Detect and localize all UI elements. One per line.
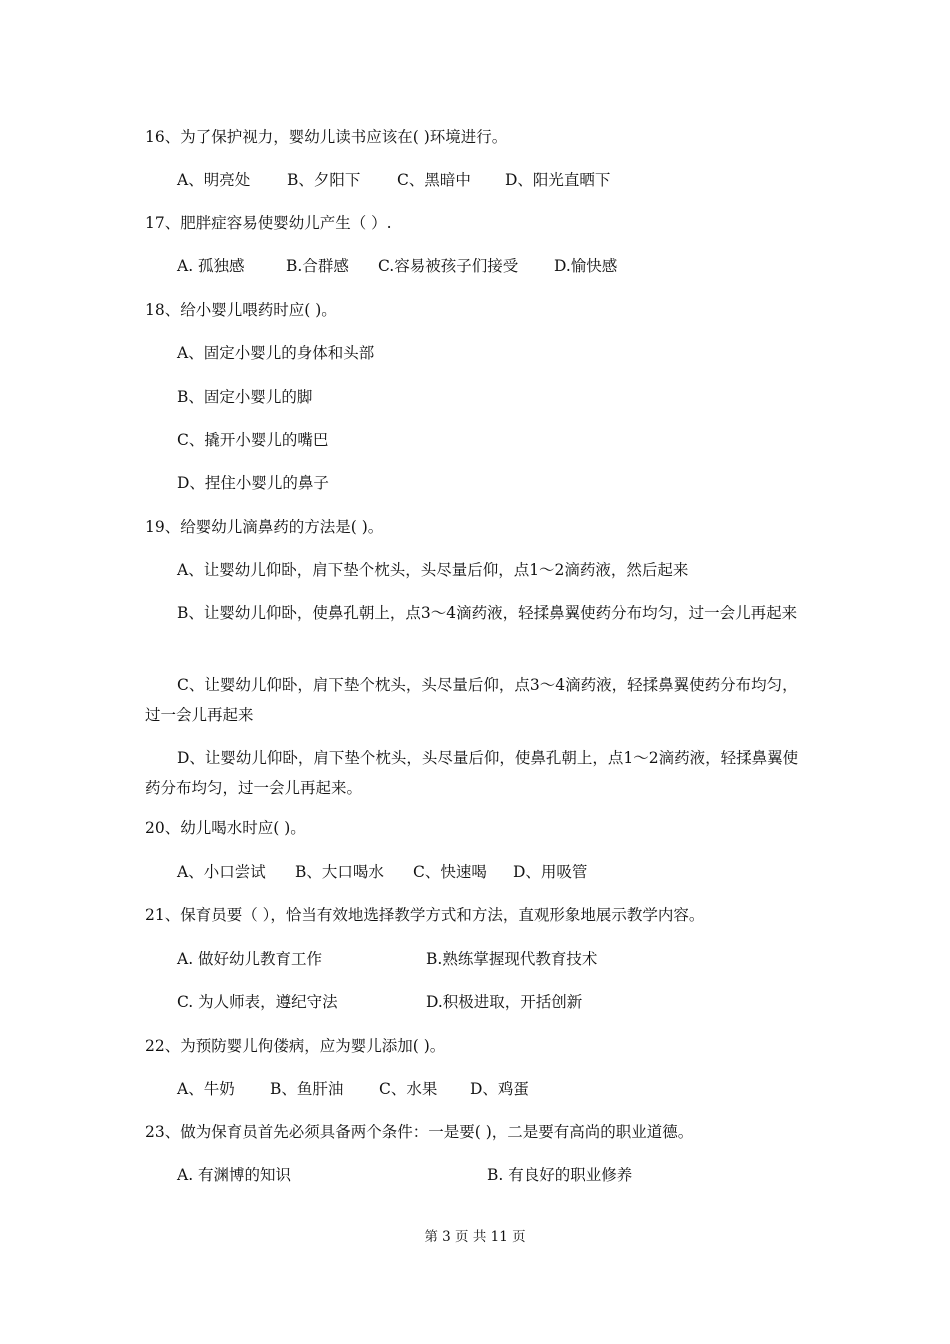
option-22-c: C、水果 <box>379 1080 438 1098</box>
option-19-c: C、让婴幼儿仰卧，肩下垫个枕头，头尽量后仰，点3～4滴药液，轻揉鼻翼使药分布均匀，过一会儿再起来 <box>145 676 798 724</box>
option-16-d: D、阳光直晒下 <box>505 171 611 189</box>
option-19-a: A、让婴幼儿仰卧，肩下垫个枕头，头尽量后仰，点1～2滴药液，然后起来 <box>177 561 689 579</box>
option-17-a: A. 孤独感 <box>177 257 245 275</box>
option-16-b: B、夕阳下 <box>287 171 361 189</box>
option-18-a: A、固定小婴儿的身体和头部 <box>177 344 375 362</box>
question-stem-23: 23、做为保育员首先必须具备两个条件：一是要( )，二是要有高尚的职业道德。 <box>145 1123 694 1141</box>
question-stem-21: 21、保育员要（ ），恰当有效地选择教学方式和方法，直观形象地展示教学内容。 <box>145 906 705 924</box>
option-17-b: B.合群感 <box>286 257 349 275</box>
option-17-c: C.容易被孩子们接受 <box>378 257 519 275</box>
option-23-a: A. 有渊博的知识 <box>177 1166 292 1184</box>
question-stem-16: 16、为了保护视力，婴幼儿读书应该在( )环境进行。 <box>145 128 508 146</box>
option-21-b: B.熟练掌握现代教育技术 <box>426 950 598 968</box>
option-19-b: B、让婴幼儿仰卧，使鼻孔朝上，点3～4滴药液，轻揉鼻翼使药分布均匀，过一会儿再起来 <box>177 604 798 622</box>
option-21-c: C. 为人师表，遵纪守法 <box>177 993 338 1011</box>
question-stem-17: 17、肥胖症容易使婴幼儿产生（ ）. <box>145 214 392 232</box>
option-20-d: D、用吸管 <box>513 863 588 881</box>
question-stem-22: 22、为预防婴儿佝偻病，应为婴儿添加( )。 <box>145 1037 446 1055</box>
question-stem-18: 18、给小婴儿喂药时应( )。 <box>145 301 337 319</box>
option-20-c: C、快速喝 <box>413 863 487 881</box>
option-19-d: D、让婴幼儿仰卧，肩下垫个枕头，头尽量后仰，使鼻孔朝上，点1～2滴药液，轻揉鼻翼使药分布均匀，过一会儿再起来。 <box>145 749 799 797</box>
option-22-a: A、牛奶 <box>177 1080 235 1098</box>
option-22-d: D、鸡蛋 <box>470 1080 529 1098</box>
option-20-b: B、大口喝水 <box>295 863 384 881</box>
option-22-b: B、鱼肝油 <box>270 1080 344 1098</box>
option-23-b: B. 有良好的职业修养 <box>487 1166 633 1184</box>
option-17-d: D.愉快感 <box>554 257 618 275</box>
option-16-a: A、明亮处 <box>177 171 251 189</box>
page-footer: 第 3 页 共 11 页 <box>424 1229 526 1245</box>
option-21-a: A. 做好幼儿教育工作 <box>177 950 323 968</box>
option-20-a: A、小口尝试 <box>177 863 266 881</box>
question-stem-20: 20、幼儿喝水时应( )。 <box>145 819 306 837</box>
option-16-c: C、黑暗中 <box>397 171 471 189</box>
option-21-d: D.积极进取，开括创新 <box>426 993 583 1011</box>
option-18-c: C、撬开小婴儿的嘴巴 <box>177 431 329 449</box>
option-18-d: D、捏住小婴儿的鼻子 <box>177 474 329 492</box>
option-18-b: B、固定小婴儿的脚 <box>177 388 313 406</box>
question-stem-19: 19、给婴幼儿滴鼻药的方法是( )。 <box>145 518 384 536</box>
